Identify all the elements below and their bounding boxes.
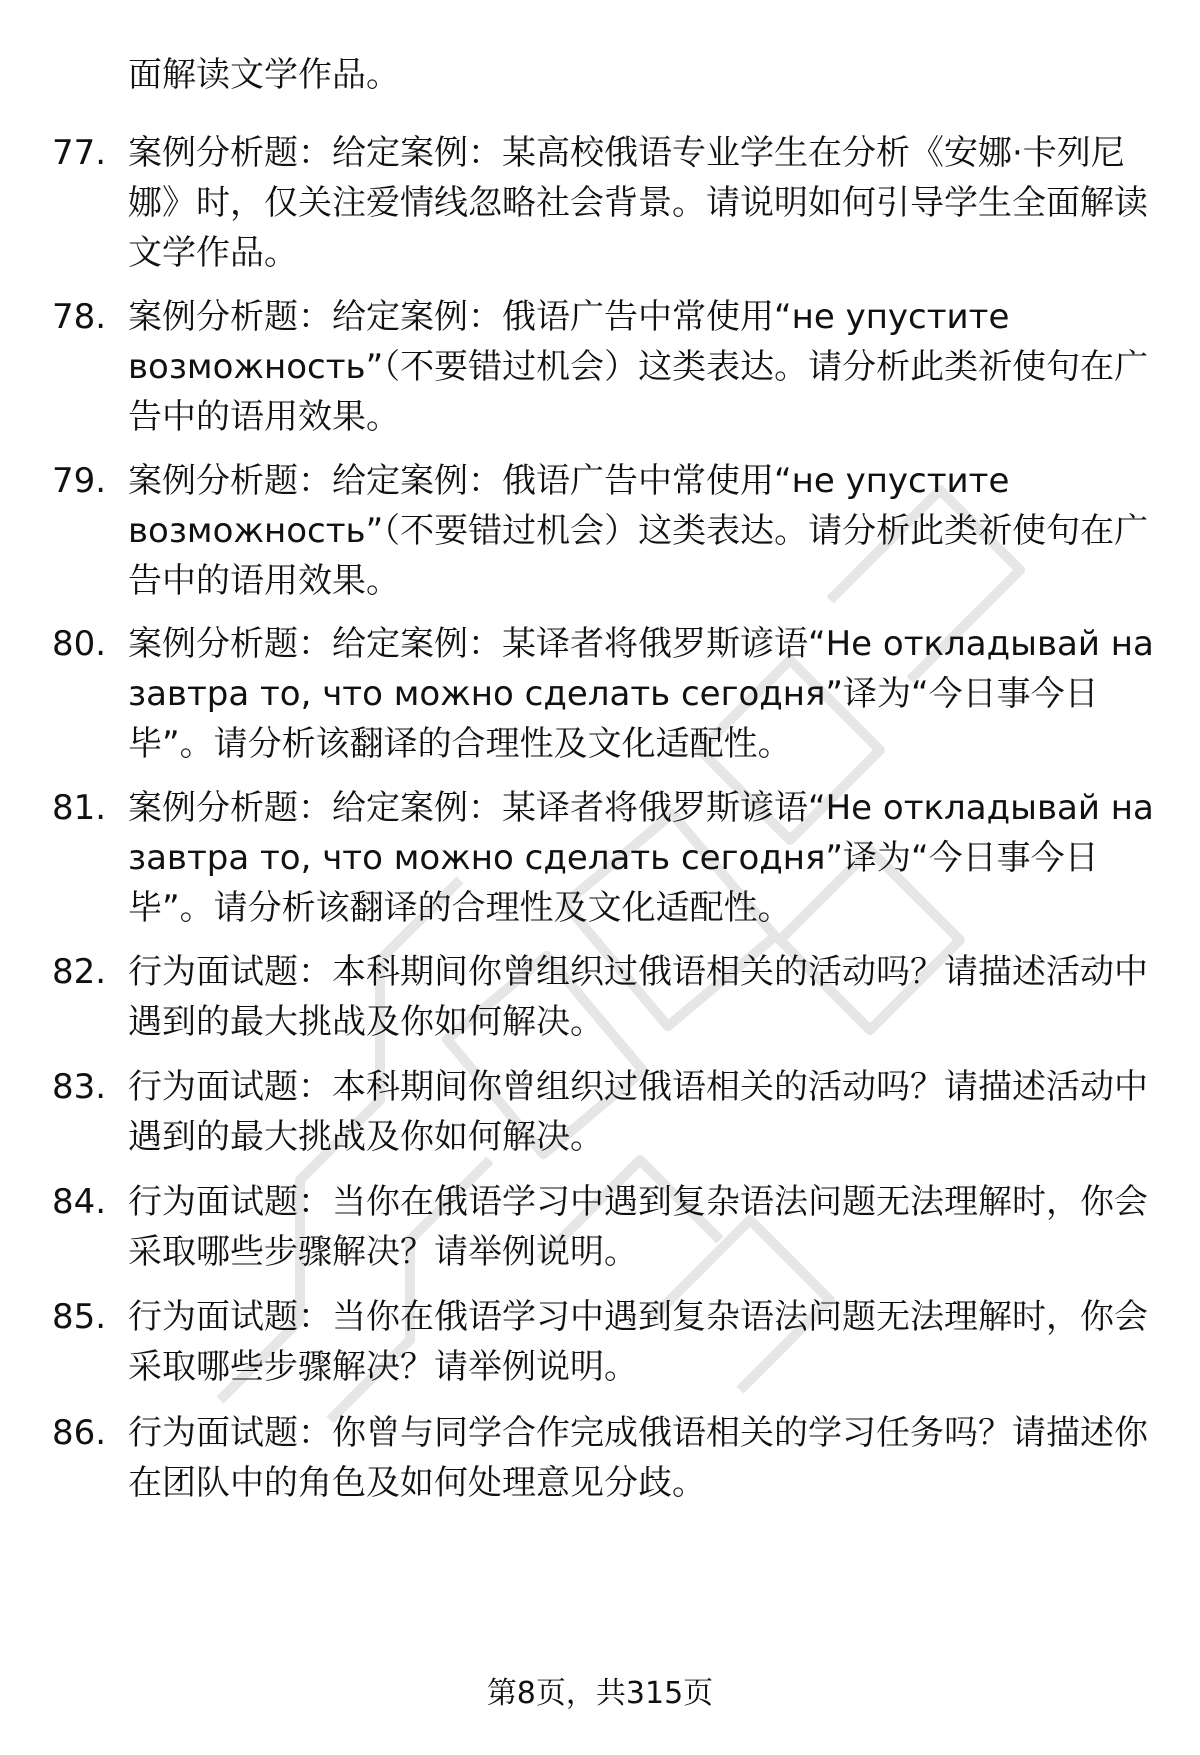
continuation-text: 面解读文学作品。 bbox=[128, 55, 400, 95]
question-text: 案例分析题：给定案例：某高校俄语专业学生在分析《安娜·卡列尼娜》时，仅关注爱情线忽略社会背景。请说明如何引导学生全面解读文学作品。 bbox=[128, 133, 1148, 273]
question-number: 82. bbox=[52, 952, 107, 992]
question-number: 84. bbox=[52, 1182, 107, 1222]
question-number: 80. bbox=[52, 624, 107, 664]
question-text: 行为面试题：你曾与同学合作完成俄语相关的学习任务吗？请描述你在团队中的角色及如何处理意见分歧。 bbox=[128, 1413, 1148, 1503]
question-text: 案例分析题：给定案例：俄语广告中常使用“не упустите возможность”（不要错过机会）这类表达。请分析此类祈使句在广告中的语用效果。 bbox=[128, 297, 1149, 437]
question-number: 86. bbox=[52, 1413, 107, 1453]
question-text: 行为面试题：本科期间你曾组织过俄语相关的活动吗？请描述活动中遇到的最大挑战及你如何解决。 bbox=[128, 1067, 1148, 1157]
question-text: 案例分析题：给定案例：某译者将俄罗斯谚语“Не откладывай на завтра то, что можно сделать сегодня”译为“今日事今日毕”。请分析该翻译的合理性及文化适配性。 bbox=[128, 788, 1154, 928]
question-number: 79. bbox=[52, 461, 107, 501]
question-text: 行为面试题：本科期间你曾组织过俄语相关的活动吗？请描述活动中遇到的最大挑战及你如何解决。 bbox=[128, 952, 1148, 1042]
question-text: 行为面试题：当你在俄语学习中遇到复杂语法问题无法理解时，你会采取哪些步骤解决？请举例说明。 bbox=[128, 1297, 1148, 1387]
question-text: 行为面试题：当你在俄语学习中遇到复杂语法问题无法理解时，你会采取哪些步骤解决？请举例说明。 bbox=[128, 1182, 1148, 1272]
question-number: 81. bbox=[52, 788, 107, 828]
question-text: 案例分析题：给定案例：某译者将俄罗斯谚语“Не откладывай на завтра то, что можно сделать сегодня”译为“今日事今日毕”。请分析该翻译的合理性及文化适配性。 bbox=[128, 624, 1154, 764]
question-number: 83. bbox=[52, 1067, 107, 1107]
question-number: 85. bbox=[52, 1297, 107, 1337]
question-number: 77. bbox=[52, 133, 107, 173]
question-text: 案例分析题：给定案例：俄语广告中常使用“не упустите возможность”（不要错过机会）这类表达。请分析此类祈使句在广告中的语用效果。 bbox=[128, 461, 1149, 601]
page-footer: 第8页，共315页 bbox=[486, 1676, 714, 1711]
question-number: 78. bbox=[52, 297, 107, 337]
